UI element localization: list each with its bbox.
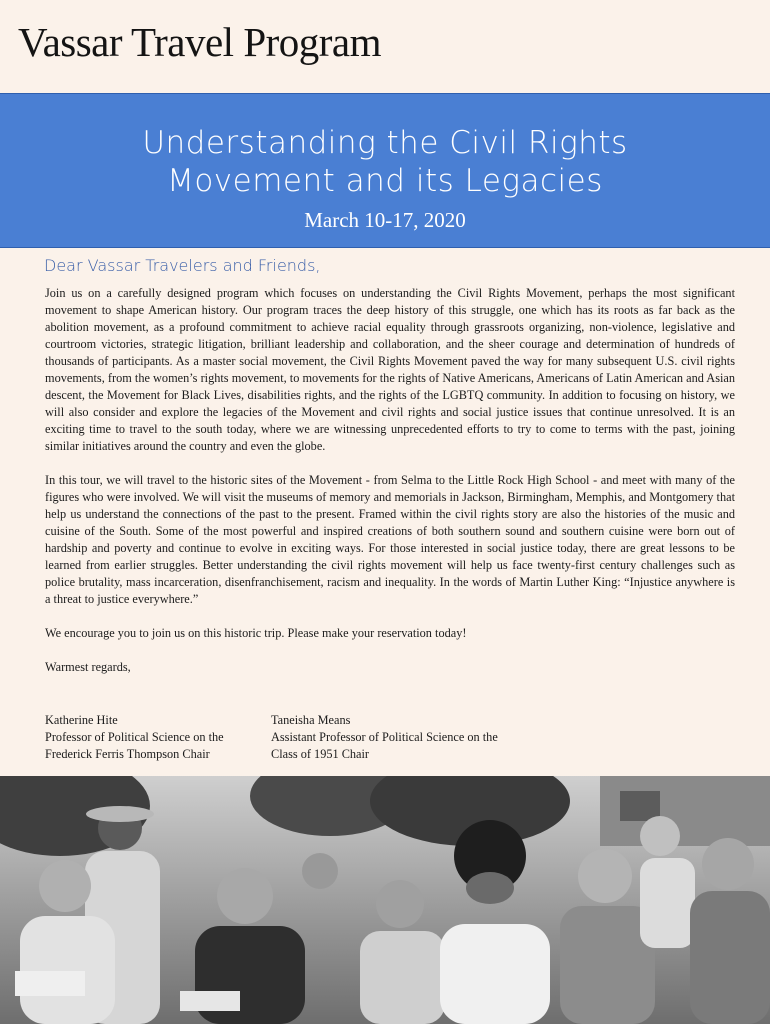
title-banner xyxy=(0,93,770,248)
salutation: Dear Vassar Travelers and Friends, xyxy=(44,256,321,275)
signature-means xyxy=(271,712,498,763)
paragraph-intro: Join us on a carefully designed program which focuses on understanding the Civil Rights Movement, perhaps the most significant movement to shape American history. Our program traces the deep history of this struggle, one which has its roots as far back as the abolition movement, as a profound commitment to achieve racial equality through grassroots organizing, non-violence, legislative and courtroom victories, strategic litigation, brilliant leadership and collaboration, and the sheer courage and determination of hundreds of thousands of participants. As a master social movement, the Civil Rights Movement paved the way for many subsequent U.S. civil rights movements, from the women’s rights movement, to movements for the rights of Native Americans, Americans of Latin American and Asian descent, the Movement for Black Lives, disabilities rights, and the rights of the LGBTQ community. In addition to focusing on history, we will also consider and explore the legacies of the Movement and civil rights and social justice issues that continue unresolved. It is an exciting time to travel to the south today, where we are witnessing unprecedented efforts to try to come to terms with the past, joining similar initiatives around the country and even the globe. xyxy=(45,286,735,453)
paragraph-tour: In this tour, we will travel to the historic sites of the Movement - from Selma to the Little Rock High School - and meet with many of the figures who were involved. We will visit the museums of memory and memorials in Jackson, Birmingham, Memphis, and Montgomery that help us understand the connections of the past to the present. Framed within the civil rights story are also the histories of the music and cuisine of the South. Some of the most powerful and inspired creations of both southern sound and southern cuisine were born out of hardship and poverty and continue to evolve in exciting ways. For those interested in social justice today, there are great lessons to be learned from earlier struggles. Better understanding the civil rights movement will help us face twenty-first century challenges such as police brutality, mass incarceration, disenfranchisement, racism and inequality. In the words of Martin Luther King: “Injustice anywhere is a threat to justice everywhere.” xyxy=(45,473,735,606)
brand-title: Vassar Travel Program xyxy=(18,19,382,65)
historic-photo xyxy=(0,776,770,1024)
banner-dates: March 10-17, 2020 xyxy=(304,208,466,232)
signature-title: Assistant Professor of Political Science on the xyxy=(271,730,498,744)
banner-title-line2: Movement and its Legacies xyxy=(167,163,603,199)
paragraph-closing: Warmest regards, xyxy=(45,660,131,674)
banner-title-line1: Understanding the Civil Rights xyxy=(142,125,628,161)
signature-name: Taneisha Means xyxy=(271,713,351,727)
signature-name: Katherine Hite xyxy=(45,713,118,727)
signature-title: Professor of Political Science on the xyxy=(45,730,224,744)
signature-hite xyxy=(45,712,224,763)
paragraph-invitation: We encourage you to join us on this historic trip. Please make your reservation today! xyxy=(45,626,467,640)
crowd-photo-illustration xyxy=(0,776,770,1024)
signature-title: Frederick Ferris Thompson Chair xyxy=(45,747,210,761)
signature-title: Class of 1951 Chair xyxy=(271,747,370,761)
letter-body xyxy=(45,285,735,693)
